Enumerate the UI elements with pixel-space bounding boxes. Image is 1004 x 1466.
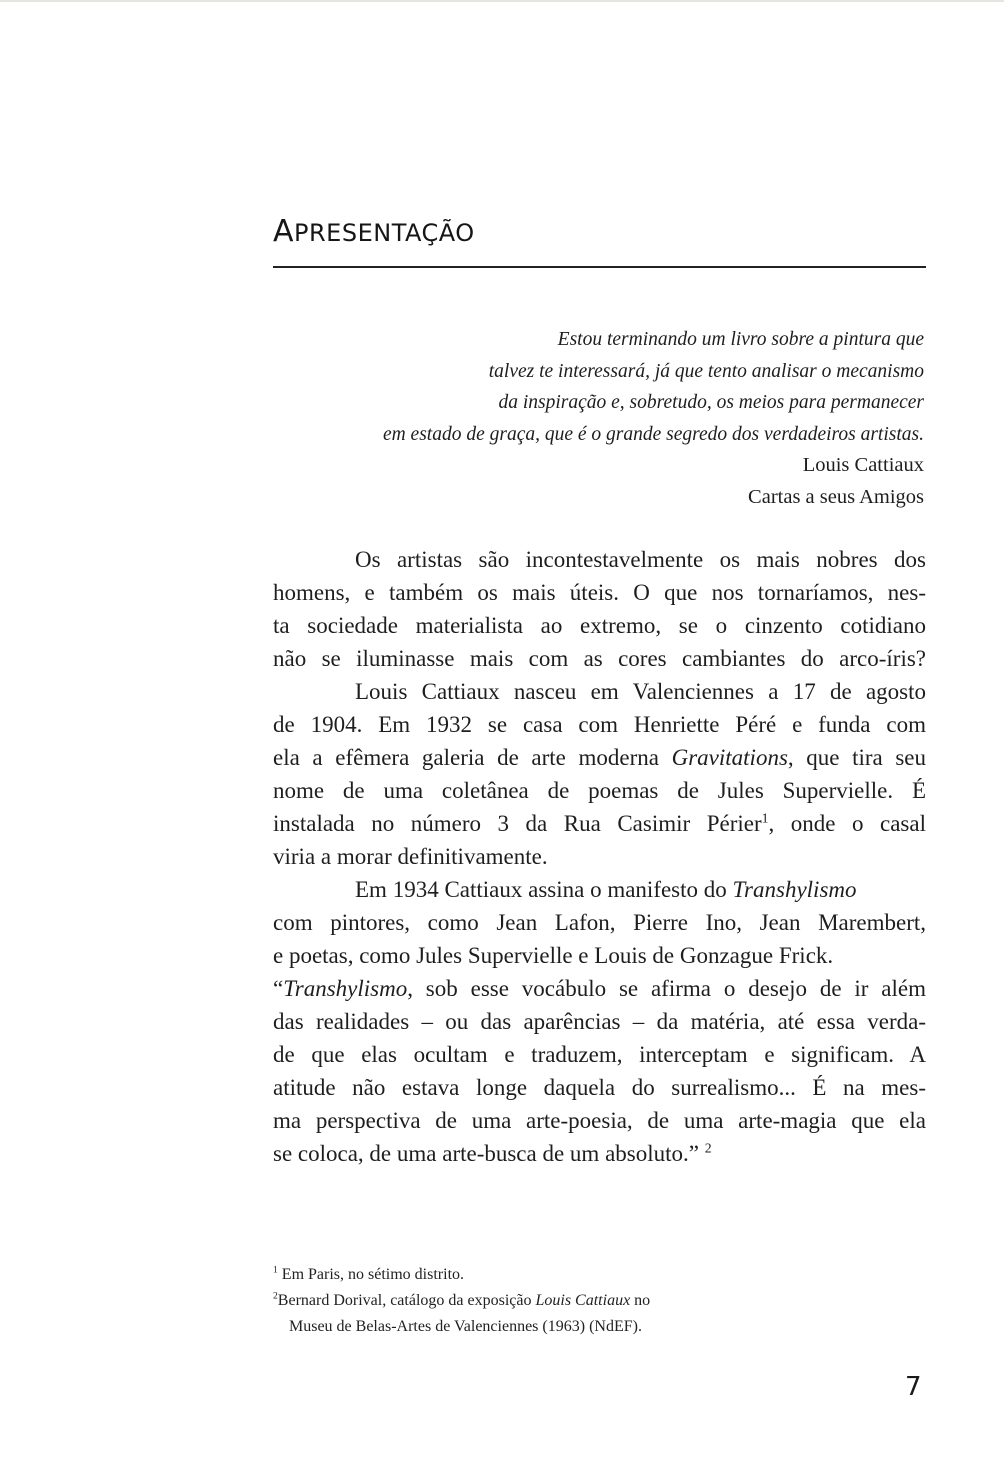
epigraph-line: talvez te interessará, já que tento analisar o mecanismo: [488, 360, 924, 382]
body-line: e poetas, como Jules Supervielle e Louis de Gonzague Frick.: [273, 943, 834, 968]
italic-term: Transhylismo: [283, 976, 408, 1001]
body-line: Louis Cattiaux nasceu em Valenciennes a 17 de agosto: [355, 679, 926, 704]
body-line: com pintores, como Jean Lafon, Pierre Ino, Jean Marembert,: [273, 910, 926, 935]
body-line: de 1904. Em 1932 se casa com Henriette Péré e funda com: [273, 712, 926, 737]
body-text: [273, 543, 926, 1170]
body-line: não se iluminasse mais com as cores cambiantes do arco-íris?: [273, 646, 926, 671]
footnote-ref: 2: [704, 1140, 712, 1156]
italic-term: Transhylismo: [732, 877, 857, 902]
heading-initial: A: [273, 214, 295, 249]
body-line: atitude não estava longe daquela do surrealismo... É na mes-: [273, 1075, 926, 1100]
footnote-italic: Louis Cattiaux: [535, 1292, 631, 1309]
body-line: ta sociedade materialista ao extremo, se o cinzento cotidiano: [273, 613, 926, 638]
footnote-text: Bernard Dorival, catálogo da exposição: [277, 1292, 536, 1309]
body-line: de que elas ocultam e traduzem, interceptam e significam. A: [273, 1042, 926, 1067]
footnote-ref: 1: [761, 810, 769, 826]
epigraph-line: em estado de graça, que é o grande segredo dos verdadeiros artistas.: [382, 423, 924, 445]
page-number: 7: [905, 1372, 922, 1402]
body-line: [273, 807, 926, 840]
body-line: [273, 972, 926, 1005]
footnote-text: no: [630, 1292, 651, 1309]
text-run: se coloca, de uma arte-busca de um absoluto.”: [273, 1141, 699, 1166]
footnote-2-continued: Museu de Belas-Artes de Valenciennes (1963) (NdEF).: [289, 1318, 642, 1335]
footnote-2: [273, 1288, 650, 1314]
epigraph-line: Estou terminando um livro sobre a pintura que: [557, 329, 924, 350]
text-run: ela a efêmera galeria de arte moderna: [273, 745, 672, 770]
epigraph-source: Cartas a seus Amigos: [748, 485, 924, 508]
body-line: [273, 873, 926, 906]
footnote-mark: 1: [273, 1264, 278, 1276]
heading-rest: PRESENTAÇÃO: [294, 219, 475, 247]
body-line: [273, 1137, 926, 1170]
text-run: Em 1934 Cattiaux assina o manifesto do: [355, 877, 733, 902]
italic-title: Gravitations: [671, 745, 788, 770]
footnote-1: [273, 1262, 650, 1288]
epigraph-line: da inspiração e, sobretudo, os meios para permanecer: [498, 392, 924, 413]
epigraph: [383, 324, 924, 513]
footnote-text: Em Paris, no sétimo distrito.: [281, 1266, 465, 1283]
footnote-mark: 2: [273, 1290, 278, 1302]
epigraph-author: Louis Cattiaux: [802, 454, 924, 476]
footnotes: [273, 1262, 650, 1340]
body-line: [273, 741, 926, 774]
body-line: homens, e também os mais úteis. O que nos tornaríamos, nes-: [273, 580, 926, 605]
body-line: ma perspectiva de uma arte-poesia, de uma arte-magia que ela: [273, 1108, 926, 1133]
text-run: “: [273, 976, 284, 1001]
body-line: viria a morar definitivamente.: [273, 844, 548, 869]
text-run: instalada no número 3 da Rua Casimir Périer: [273, 811, 762, 836]
body-line: Os artistas são incontestavelmente os mais nobres dos: [355, 547, 926, 572]
heading-rule: [273, 266, 926, 268]
body-line: nome de uma coletânea de poemas de Jules Supervielle. É: [273, 778, 926, 803]
body-line: das realidades – ou das aparências – da matéria, até essa verda-: [273, 1009, 926, 1034]
text-run: , sob esse vocábulo se afirma o desejo de ir além: [407, 976, 926, 1001]
chapter-heading: [273, 214, 475, 249]
text-run: , que tira seu: [787, 745, 927, 770]
text-run: , onde o casal: [768, 811, 926, 836]
